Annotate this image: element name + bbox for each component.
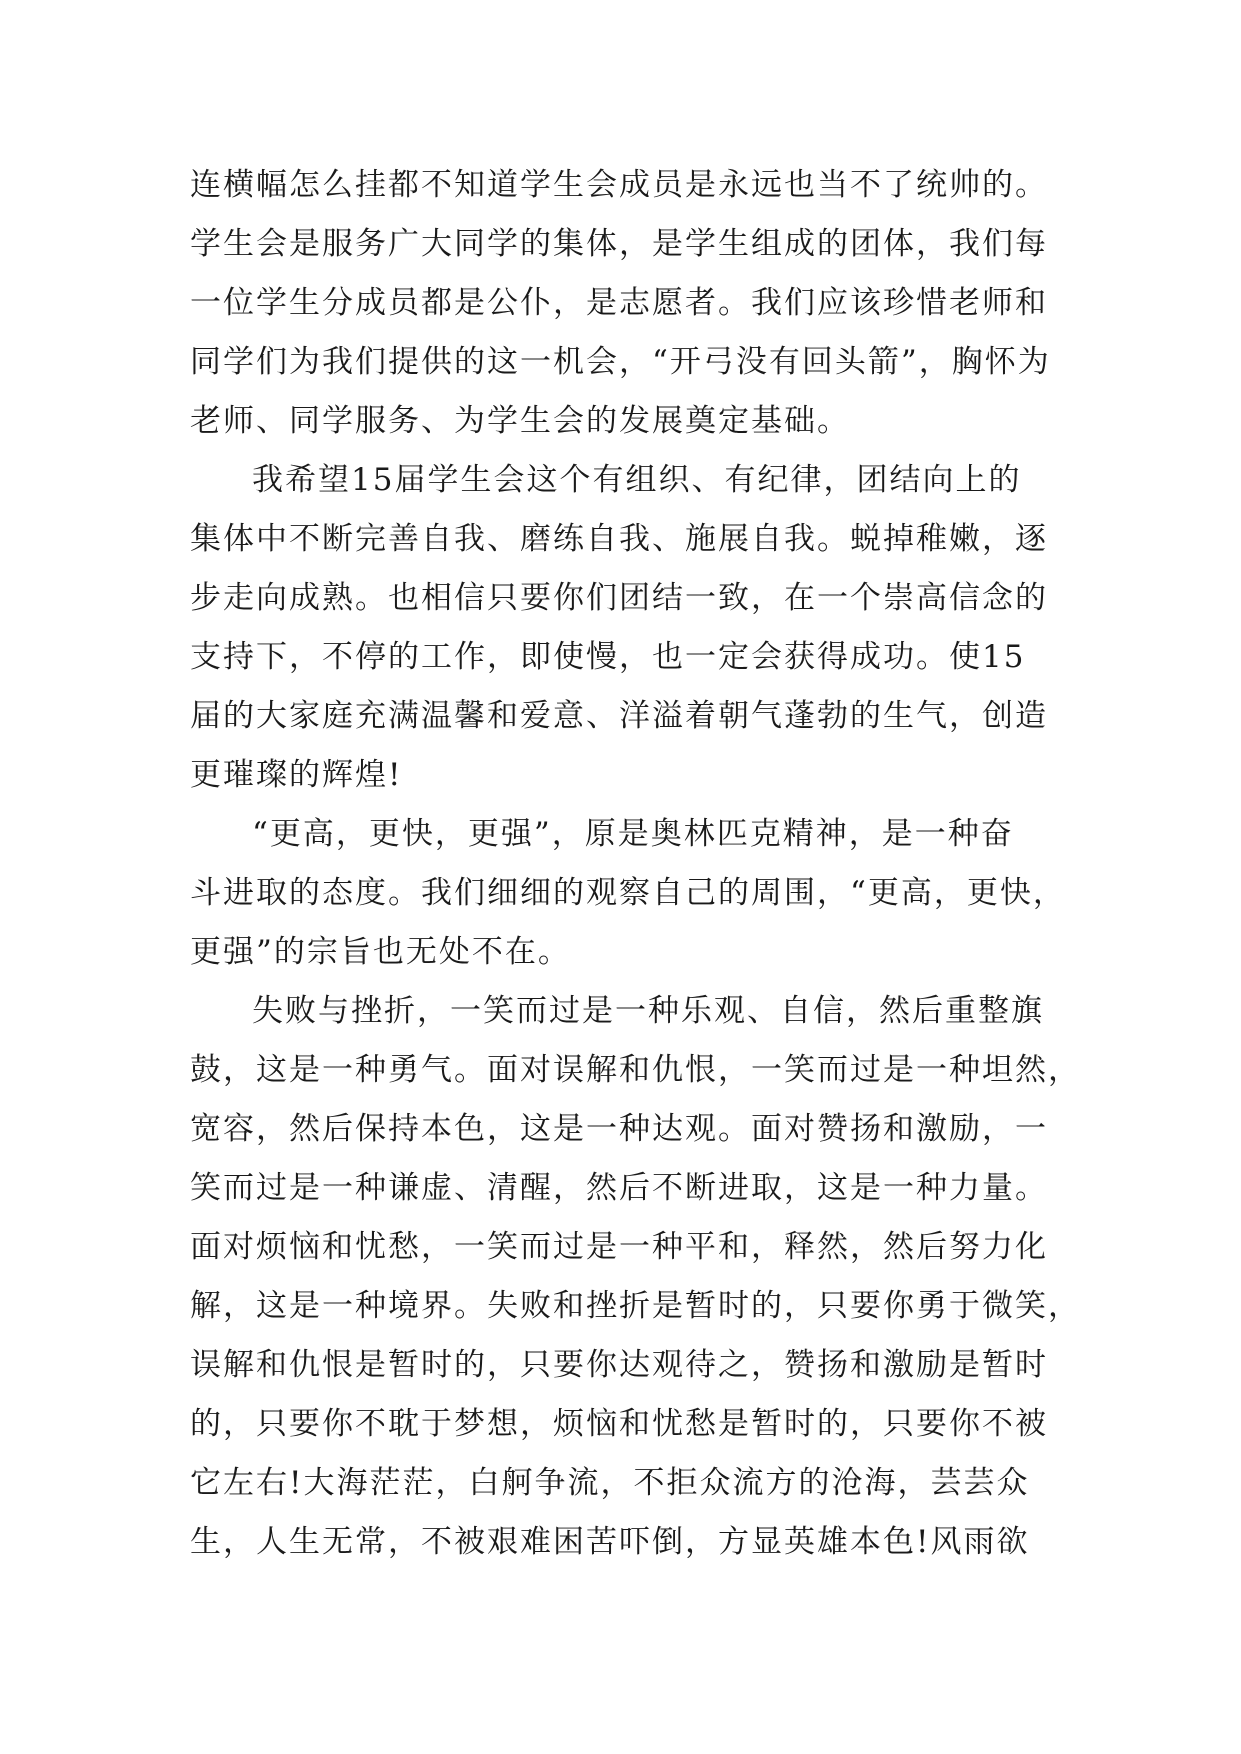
paragraph-start-line: “更高，更快，更强”，原是奥林匹克精神，是一种奋 [252, 816, 1014, 852]
body-text [190, 156, 1081, 1572]
text-line: 更强”的宗旨也无处不在。 [190, 934, 571, 970]
text-line: 它左右!大海茫茫，白舸争流，不拒众流方的沧海，芸芸众 [190, 1465, 1030, 1501]
paragraph-start-line: 失败与挫折，一笑而过是一种乐观、自信，然后重整旗 [252, 993, 1044, 1029]
text-line: 的，只要你不耽于梦想，烦恼和忧愁是暂时的，只要你不被 [190, 1406, 1048, 1442]
text-line: 支持下，不停的工作，即使慢，也一定会获得成功。使15 [190, 639, 1026, 675]
text-line: 步走向成熟。也相信只要你们团结一致，在一个崇高信念的 [190, 580, 1048, 616]
text-line: 集体中不断完善自我、磨练自我、施展自我。蜕掉稚嫩，逐 [190, 521, 1048, 557]
text-line: 斗进取的态度。我们细细的观察自己的周围，“更高，更快， [190, 875, 1066, 911]
text-line: 笑而过是一种谦虚、清醒，然后不断进取，这是一种力量。 [190, 1170, 1048, 1206]
text-line: 学生会是服务广大同学的集体，是学生组成的团体，我们每 [190, 226, 1048, 262]
text-line: 老师、同学服务、为学生会的发展奠定基础。 [190, 403, 850, 439]
text-line: 生，人生无常，不被艰难困苦吓倒，方显英雄本色!风雨欲 [190, 1524, 1030, 1560]
text-line: 宽容，然后保持本色，这是一种达观。面对赞扬和激励，一 [190, 1111, 1048, 1147]
text-line: 届的大家庭充满温馨和爱意、洋溢着朝气蓬勃的生气，创造 [190, 698, 1048, 734]
paragraph-start-line: 我希望15届学生会这个有组织、有纪律，团结向上的 [252, 462, 1022, 498]
text-line: 误解和仇恨是暂时的，只要你达观待之，赞扬和激励是暂时 [190, 1347, 1048, 1383]
text-line: 一位学生分成员都是公仆，是志愿者。我们应该珍惜老师和 [190, 285, 1048, 321]
text-line: 更璀璨的辉煌! [190, 757, 403, 793]
text-line: 同学们为我们提供的这一机会，“开弓没有回头箭”，胸怀为 [190, 344, 1051, 380]
text-line: 面对烦恼和忧愁，一笑而过是一种平和，释然，然后努力化 [190, 1229, 1048, 1265]
text-line: 解，这是一种境界。失败和挫折是暂时的，只要你勇于微笑， [190, 1288, 1081, 1324]
text-line: 连横幅怎么挂都不知道学生会成员是永远也当不了统帅的。 [190, 167, 1048, 203]
text-line: 鼓，这是一种勇气。面对误解和仇恨，一笑而过是一种坦然， [190, 1052, 1081, 1088]
